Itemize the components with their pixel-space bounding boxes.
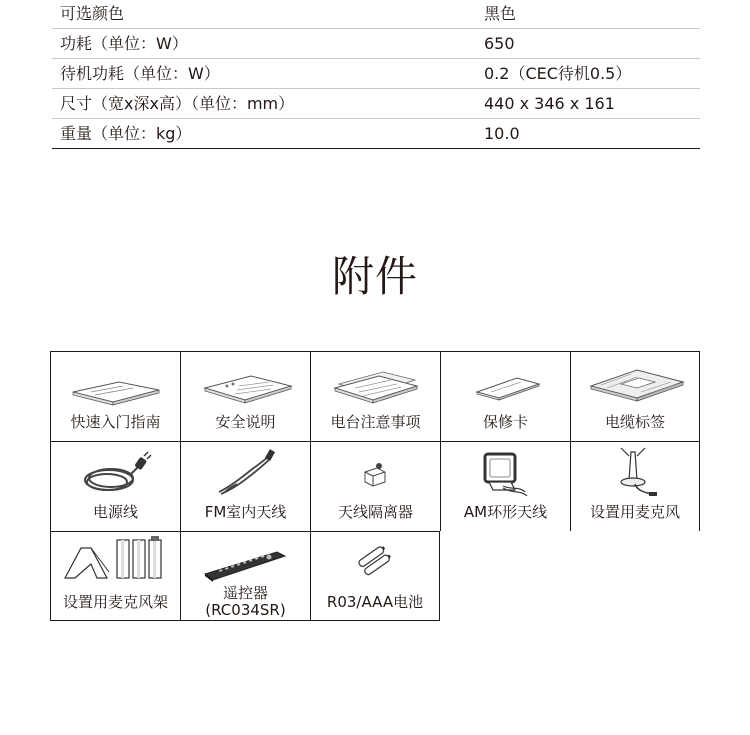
accessory-remote-control [180, 531, 310, 621]
accessory-label [181, 585, 310, 619]
spec-row-weight [52, 119, 700, 149]
accessory-warranty-card [440, 351, 570, 441]
accessory-label: 设置用麦克风 [589, 503, 680, 521]
spec-value: 650 [484, 34, 515, 53]
warranty-card-icon [441, 352, 571, 414]
accessory-am-loop-antenna [440, 441, 570, 531]
accessory-fm-antenna [180, 441, 310, 531]
spec-row-power [52, 29, 700, 59]
accessory-radio-notes [310, 351, 440, 441]
cable-labels-icon [571, 352, 701, 414]
safety-instructions-icon [181, 352, 311, 414]
accessory-batteries [310, 531, 440, 621]
spec-value: 10.0 [484, 124, 520, 143]
accessory-label: 天线隔离器 [337, 503, 413, 521]
spec-table [52, 0, 700, 149]
accessory-label-line1: 遥控器 [222, 584, 268, 602]
accessory-label: AM环形天线 [463, 503, 548, 521]
spec-label: 待机功耗（单位：W） [60, 64, 220, 83]
power-cord-icon [51, 442, 181, 504]
fm-antenna-icon [181, 442, 311, 504]
accessory-safety-instructions [180, 351, 310, 441]
quick-start-guide-icon [51, 352, 181, 414]
accessory-label: 设置用麦克风架 [62, 593, 168, 611]
accessory-label: R03/AAA电池 [326, 593, 424, 611]
spec-value: 黑色 [484, 4, 517, 23]
spec-label: 可选颜色 [60, 4, 125, 23]
section-title: 附件 [331, 252, 418, 301]
setup-microphone-icon [571, 442, 701, 504]
accessory-label-line2: (RC034SR) [205, 601, 286, 619]
accessory-power-cord [50, 441, 180, 531]
spec-label: 功耗（单位：W） [60, 34, 188, 53]
accessory-label: FM室内天线 [204, 503, 287, 521]
accessory-quick-start-guide [50, 351, 180, 441]
spec-label: 重量（单位：kg） [60, 124, 192, 143]
accessory-label: 保修卡 [482, 413, 528, 431]
spec-value: 440 x 346 x 161 [484, 94, 615, 113]
accessory-antenna-isolator [310, 441, 440, 531]
spec-label: 尺寸（宽x深x高）（单位：mm） [60, 94, 295, 113]
accessory-label: 安全说明 [215, 413, 276, 431]
accessory-setup-microphone [570, 441, 700, 531]
accessory-label: 电缆标签 [604, 413, 665, 431]
spec-row-dimensions [52, 89, 700, 119]
batteries-icon [311, 532, 441, 594]
accessory-label: 电源线 [92, 503, 138, 521]
accessory-label: 快速入门指南 [70, 413, 161, 431]
microphone-stand-icon [51, 532, 181, 594]
spec-row-standby [52, 59, 700, 89]
accessory-cable-labels [570, 351, 700, 441]
accessory-label: 电台注意事项 [330, 413, 421, 431]
radio-notes-icon [311, 352, 441, 414]
spec-row-color [52, 0, 700, 29]
accessory-microphone-stand [50, 531, 180, 621]
am-loop-antenna-icon [441, 442, 571, 504]
antenna-isolator-icon [311, 442, 441, 504]
spec-value: 0.2（CEC待机0.5） [484, 64, 632, 83]
